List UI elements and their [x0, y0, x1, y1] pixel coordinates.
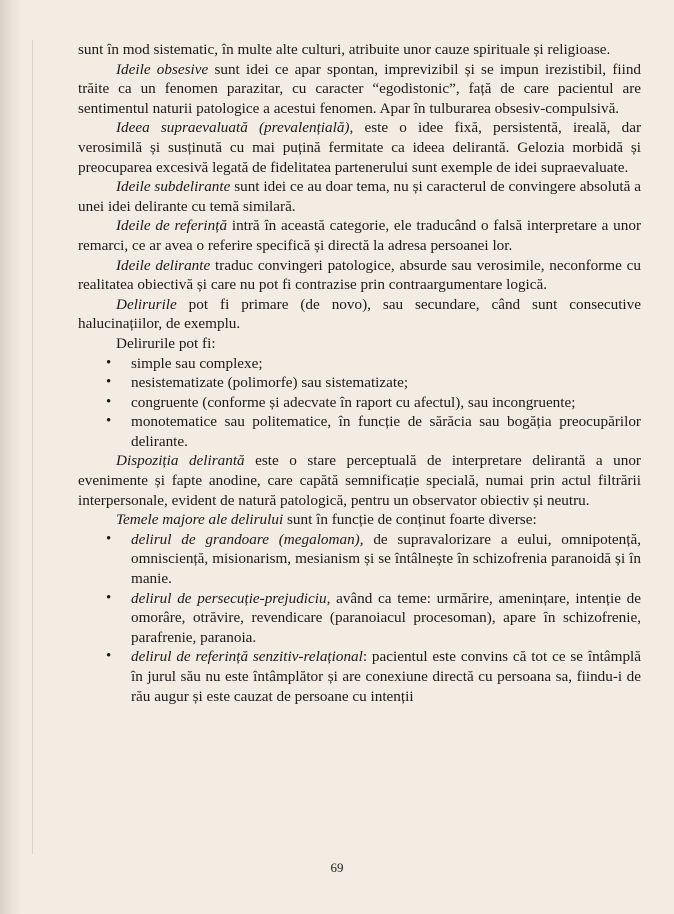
- list-item: [78, 647, 641, 706]
- page-number: 69: [330, 860, 344, 875]
- paragraph-ideas-of-reference: [78, 216, 641, 255]
- list-item: • simple sau complexe;: [78, 354, 641, 374]
- term-italic: delirul de grandoare (megaloman),: [131, 530, 364, 548]
- paragraph-text: este o idee fixă, persistentă, ireală, dar verosimilă și susținută cu mai puțină fermitate ca ideea delirantă. Gelozia morbidă și preocuparea excesivă legată de fidelitatea partenerului sunt exemple de idei supraevaluate.: [78, 119, 642, 176]
- paragraph-text: sunt în mod sistematic, în multe alte culturi, atribuite unor cauze spirituale și religioase.: [78, 41, 611, 58]
- binding-line: [32, 40, 33, 854]
- paragraph-text: sunt idei ce apar spontan, imprevizibil și se impun irezistibil, fiind trăite ca un fenomen parazitar, cu caracter “egodistonic”, față de care pacientul are sentimentul naturii patologice a acestui fenomen. Apar în tulburarea obsesiv-compulsivă.: [78, 60, 642, 117]
- paragraph-text: intră în această categorie, ele traducând o falsă interpretare a unor remarci, ce ar avea o referire specifică și directă la adresa persoanei lor.: [78, 217, 641, 254]
- term-italic: Ideea supraevaluată (prevalențială),: [116, 119, 354, 137]
- term-italic: Ideile subdelirante: [116, 178, 231, 196]
- term-italic: delirul de persecuție-prejudiciu,: [131, 589, 331, 607]
- list-item-text: de supravalorizare a eului, omnipotență, omnisciență, misionarism, mesianism și se întâlnește în schizofrenia paranoidă și în manie.: [131, 530, 642, 588]
- paragraph-delusional-ideas: [78, 256, 641, 295]
- list-item: • monotematice sau politematice, în funcție de sărăcia sau bogăția preocupărilor delirante.: [78, 412, 641, 451]
- paragraph-delusions-can-be: [78, 334, 641, 354]
- term-italic: delirul de referință senzitiv-relațional: [131, 648, 363, 666]
- term-italic: Ideile delirante: [116, 256, 211, 274]
- list-item: [78, 589, 641, 648]
- list-item: • nesistematizate (polimorfe) sau sistematizate;: [78, 373, 641, 393]
- term-italic: Dispoziția delirantă: [116, 452, 245, 470]
- delusion-themes-list: [78, 530, 641, 706]
- paragraph-text: este o stare perceptuală de interpretare delirantă a unor evenimente și fapte anodine, care capătă semnificație specială, numai prin actul filtrării interpersonale, evident de natură patologică, pentru un observator obiectiv și neutru.: [78, 452, 641, 509]
- paragraph-major-themes: [78, 510, 641, 530]
- paragraph-obsessive-ideas: [78, 60, 641, 119]
- paragraph-text: sunt în funcție de conținut foarte diverse:: [283, 511, 537, 529]
- delusion-types-list: [78, 354, 641, 452]
- paragraph-subdelusional-ideas: [78, 177, 641, 216]
- term-italic: Temele majore ale delirului: [116, 511, 284, 529]
- term-italic: Delirurile: [116, 295, 177, 313]
- paragraph-overvalued-idea: [78, 118, 641, 177]
- paragraph-continuation: [78, 40, 641, 60]
- paragraph-text: sunt idei ce au doar tema, nu și caracterul de convingere absolută a unei idei delirante cu temă similară.: [78, 178, 641, 215]
- paragraph-text: traduc convingeri patologice, absurde sau verosimile, neconforme cu realitatea obiectivă și care nu pot fi contrazise prin contraargumentare logică.: [78, 256, 641, 294]
- paragraph-delusional-mood: [78, 451, 641, 510]
- page-edge-shadow: [0, 0, 22, 914]
- paragraph-text: Delirurile pot fi:: [116, 334, 216, 352]
- page-body: [78, 40, 641, 706]
- paragraph-text: pot fi primare (de novo), sau secundare, când sunt consecutive halucinațiilor, de exemplu.: [78, 295, 641, 333]
- list-item: • congruente (conforme și adecvate în raport cu afectul), sau incongruente;: [78, 393, 641, 413]
- term-italic: Ideile de referință: [116, 217, 228, 235]
- paragraph-delusions: [78, 295, 641, 334]
- list-item-text: având ca teme: urmărire, amenințare, intenție de omorâre, otrăvire, revendicare (paranoiacul procesoman), apare în schizofrenie, parafrenie, paranoia.: [131, 589, 641, 646]
- list-item: [78, 530, 641, 589]
- list-item-text: : pacientul este convins că tot ce se întâmplă în jurul său nu este întâmplător și are conexiune directă cu persoana sa, fiindu-i de rău augur și este cauzat de persoane cu intenții: [131, 648, 642, 705]
- term-italic: Ideile obsesive: [116, 60, 209, 78]
